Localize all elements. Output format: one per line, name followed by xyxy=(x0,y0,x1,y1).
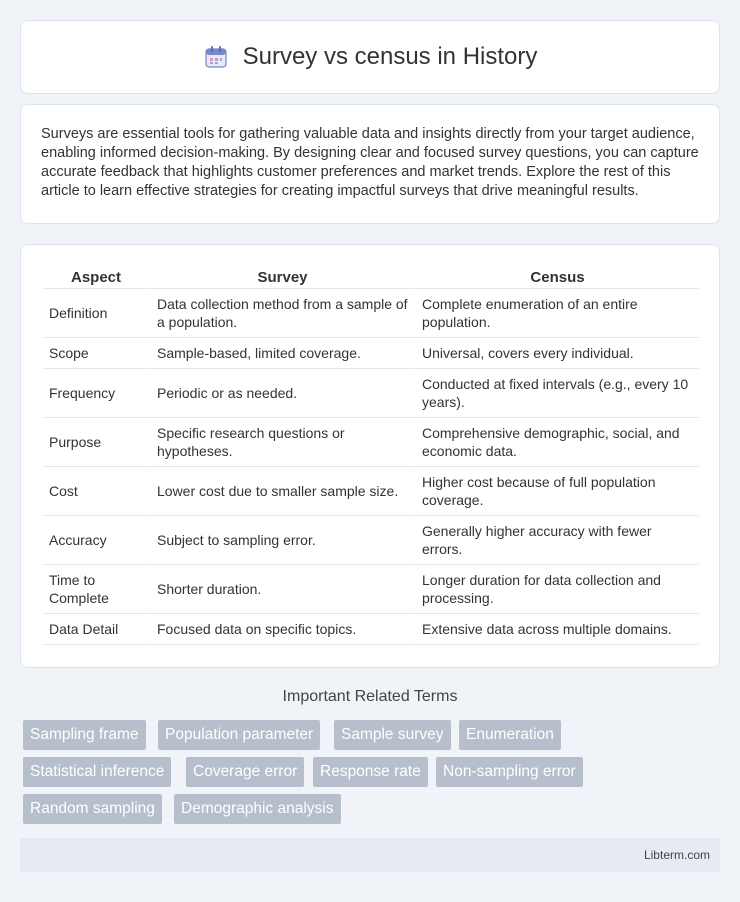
intro-card xyxy=(20,104,720,224)
term-tag[interactable]: Response rate xyxy=(313,757,428,787)
comparison-table-card xyxy=(20,244,720,668)
column-header-census: Census xyxy=(414,267,699,289)
table-cell-survey: Specific research questions or hypotheses. xyxy=(149,418,414,467)
table-cell-survey: Sample-based, limited coverage. xyxy=(149,338,414,369)
footer-link[interactable]: Libterm.com xyxy=(643,848,710,862)
table-cell-census: Complete enumeration of an entire population. xyxy=(414,289,699,338)
table-cell-census: Extensive data across multiple domains. xyxy=(414,614,699,645)
term-tag[interactable]: Sample survey xyxy=(334,720,451,750)
term-tag[interactable]: Population parameter xyxy=(158,720,320,750)
table-row xyxy=(43,289,699,338)
table-cell-survey: Subject to sampling error. xyxy=(149,516,414,565)
term-tag[interactable]: Enumeration xyxy=(459,720,561,750)
comparison-table xyxy=(43,267,699,645)
term-tag[interactable]: Sampling frame xyxy=(23,720,146,750)
table-cell-census: Generally higher accuracy with fewer errors. xyxy=(414,516,699,565)
table-cell-aspect: Frequency xyxy=(43,369,149,418)
table-cell-aspect: Accuracy xyxy=(43,516,149,565)
term-tag[interactable]: Demographic analysis xyxy=(174,794,341,824)
table-row xyxy=(43,614,699,645)
column-header-aspect: Aspect xyxy=(43,267,149,289)
table-cell-census: Higher cost because of full population coverage. xyxy=(414,467,699,516)
table-row xyxy=(43,338,699,369)
table-row xyxy=(43,565,699,614)
term-tag[interactable]: Random sampling xyxy=(23,794,162,824)
table-row xyxy=(43,418,699,467)
table-row xyxy=(43,369,699,418)
table-cell-aspect: Purpose xyxy=(43,418,149,467)
table-cell-survey: Shorter duration. xyxy=(149,565,414,614)
table-cell-census: Longer duration for data collection and processing. xyxy=(414,565,699,614)
column-header-survey: Survey xyxy=(149,267,414,289)
table-cell-aspect: Scope xyxy=(43,338,149,369)
table-header-row xyxy=(43,267,699,289)
term-tag[interactable]: Statistical inference xyxy=(23,757,171,787)
page-title: Survey vs census in History xyxy=(242,43,538,70)
intro-text: Surveys are essential tools for gathering valuable data and insights directly from your target audience, enabling informed decision-making. By designing clear and focused survey questions, you can capture accurate feedback that highlights customer preferences and market trends. Explore the rest of this article to learn effective strategies for creating impactful surveys that drive meaningful results. xyxy=(41,126,699,199)
table-row xyxy=(43,516,699,565)
table-cell-survey: Lower cost due to smaller sample size. xyxy=(149,467,414,516)
footer xyxy=(20,838,720,872)
table-cell-survey: Periodic or as needed. xyxy=(149,369,414,418)
table-cell-aspect: Data Detail xyxy=(43,614,149,645)
table-row xyxy=(43,467,699,516)
term-tag[interactable]: Non-sampling error xyxy=(436,757,583,787)
header xyxy=(203,43,538,71)
table-cell-census: Comprehensive demographic, social, and economic data. xyxy=(414,418,699,467)
table-cell-survey: Data collection method from a sample of a population. xyxy=(149,289,414,338)
table-cell-aspect: Definition xyxy=(43,289,149,338)
table-cell-aspect: Time to Complete xyxy=(43,565,149,614)
calendar-icon xyxy=(203,44,229,70)
table-cell-aspect: Cost xyxy=(43,467,149,516)
table-cell-census: Conducted at fixed intervals (e.g., every 10 years). xyxy=(414,369,699,418)
header-card xyxy=(20,20,720,94)
table-cell-survey: Focused data on specific topics. xyxy=(149,614,414,645)
related-terms-title: Important Related Terms xyxy=(282,688,458,705)
table-cell-census: Universal, covers every individual. xyxy=(414,338,699,369)
term-tag[interactable]: Coverage error xyxy=(186,757,304,787)
